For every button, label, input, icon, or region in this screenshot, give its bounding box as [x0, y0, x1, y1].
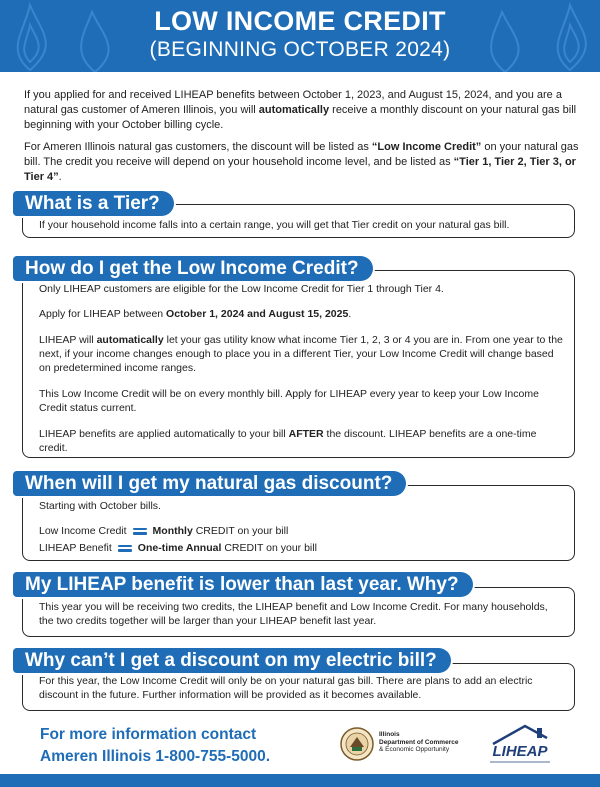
section-electric-text: For this year, the Low Income Credit will only be on your natural gas bill. There are plans to add an electric discount in the future. Further information will be provided as it becomes available.	[39, 675, 533, 701]
intro-emphasis: automatically	[258, 104, 330, 116]
how-paragraph-4: This Low Income Credit will be on every monthly bill. Apply for LIHEAP every year to keep your Low Income Credit status current.	[39, 388, 539, 414]
how-emphasis: AFTER	[288, 428, 324, 440]
how-paragraph-3	[39, 333, 564, 375]
when-row-text: CREDIT on your bill	[192, 525, 289, 537]
how-emphasis: automatically	[96, 334, 164, 346]
dceo-line-1: Illinois	[379, 731, 400, 738]
when-row-text: CREDIT on your bill	[221, 542, 317, 554]
page-title: LOW INCOME CREDIT	[154, 6, 446, 36]
liheap-logo-text: LIHEAP	[492, 743, 548, 760]
footer-bar	[0, 774, 600, 787]
how-paragraph-1: Only LIHEAP customers are eligible for the Low Income Credit for Tier 1 through Tier 4.	[39, 283, 444, 295]
section-lower-text: This year you will be receiving two credits, the LIHEAP benefit and Low Income Credit. For many households, the two credits together will be larger than your LIHEAP benefit last year.	[39, 601, 548, 627]
contact-phone: Ameren Illinois 1-800-755-5000.	[40, 748, 271, 765]
when-paragraph-1: Starting with October bills.	[39, 500, 161, 512]
illinois-seal-icon	[340, 727, 374, 761]
when-row-label: Low Income Credit	[39, 525, 127, 537]
contact-info	[40, 724, 270, 768]
intro-text: If you applied for and received LIHEAP benefits between October 1, 2023, and August 15, 2024, and you are a natural gas customer of Ameren Illinois, you will	[24, 89, 562, 116]
equals-icon	[133, 528, 147, 535]
when-row-emphasis: One-time Annual	[137, 542, 222, 554]
how-text: LIHEAP will	[39, 334, 97, 346]
section-how-heading: How do I get the Low Income Credit?	[13, 256, 373, 281]
intro-emphasis: “Low Income Credit”	[371, 141, 482, 153]
how-text: LIHEAP benefits are applied automatically to your bill	[39, 428, 289, 440]
dceo-line-2: Department of Commerce	[379, 738, 459, 746]
how-text: Apply for LIHEAP between	[39, 308, 167, 320]
dceo-line-3: & Economic Opportunity	[379, 746, 450, 753]
page-subtitle: (BEGINNING OCTOBER 2024)	[149, 38, 451, 61]
section-tier-text: If your household income falls into a certain range, you will get that Tier credit on your natural gas bill.	[39, 219, 510, 231]
how-text: .	[348, 308, 352, 320]
header-banner	[0, 0, 600, 72]
section-how	[22, 270, 575, 458]
section-when	[22, 485, 575, 561]
intro-paragraph-2	[24, 140, 580, 185]
when-row-label: LIHEAP Benefit	[39, 542, 112, 554]
dceo-logo	[379, 731, 458, 754]
when-row-low-income	[39, 524, 564, 538]
how-paragraph-5	[39, 427, 564, 455]
how-paragraph-2	[39, 307, 564, 321]
intro-text: receive a monthly discount on your natural gas bill beginning with your October billing cycle.	[24, 104, 577, 131]
intro-emphasis: “Tier 1, Tier 2, Tier 3, or Tier 4”	[24, 156, 576, 183]
section-electric-heading: Why can’t I get a discount on my electric bill?	[13, 648, 451, 673]
section-when-heading: When will I get my natural gas discount?	[13, 471, 406, 496]
intro-text: .	[58, 171, 62, 183]
how-emphasis: October 1, 2024 and August 15, 2025	[166, 308, 349, 320]
section-lower-heading: My LIHEAP benefit is lower than last year. Why?	[13, 572, 473, 597]
equals-icon	[118, 545, 132, 552]
intro-paragraph-1	[24, 88, 580, 133]
section-tier-heading: What is a Tier?	[13, 191, 174, 216]
liheap-logo	[485, 722, 555, 768]
contact-line-1: For more information contact	[40, 726, 257, 743]
when-row-emphasis: Monthly	[152, 525, 193, 537]
intro-text: on your natural gas bill. The credit you receive will depend on your household income level, and be listed as	[24, 141, 579, 168]
how-text: let your gas utility know what income Tier 1, 2, 3 or 4 you are in. From one year to the next, if your income changes enough to place you in a different Tier, your Low Income Credit will change based on predetermined income ranges.	[39, 334, 563, 374]
when-row-liheap	[39, 541, 564, 555]
how-text: the discount. LIHEAP benefits are a one-time credit.	[39, 428, 537, 454]
intro-text: For Ameren Illinois natural gas customers, the discount will be listed as	[24, 141, 372, 153]
